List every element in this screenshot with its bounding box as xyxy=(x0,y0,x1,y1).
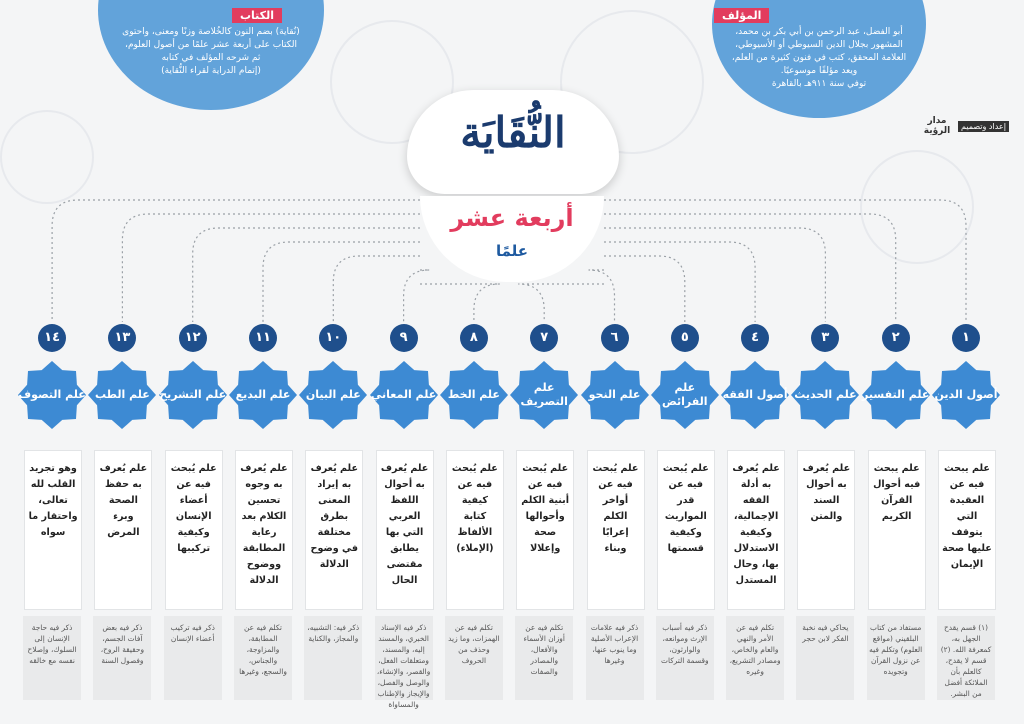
science-note xyxy=(867,616,925,700)
science-note-text: ذكر فيه بعض آفات الجسم، وحقيقة الروح، وفصول السنة xyxy=(100,623,145,665)
science-number: ٦ xyxy=(601,324,629,352)
hub-title: أربعة عشر xyxy=(450,204,574,232)
science-description: علم يُعرف به أحوال السند والمتن xyxy=(802,463,851,522)
science-description-card xyxy=(797,450,855,610)
science-description-card xyxy=(376,450,434,610)
science-description-card xyxy=(657,450,715,610)
connector-line xyxy=(404,270,430,322)
science-badge xyxy=(17,360,87,430)
science-badge xyxy=(790,360,860,430)
science-badge xyxy=(439,360,509,430)
science-description-card xyxy=(305,450,363,610)
connector-line xyxy=(52,200,420,322)
author-line: المشهور بجلال الدين السيوطي أو الأسيوطي، xyxy=(735,40,903,50)
science-note xyxy=(234,616,292,700)
book-line: ثم شرحه المؤلف في كتابه xyxy=(161,53,261,63)
science-name: علم البيان xyxy=(305,388,361,401)
science-note xyxy=(375,616,433,709)
connector-line xyxy=(589,270,615,322)
science-description-card xyxy=(938,450,996,610)
connector-line xyxy=(518,284,604,322)
science-note xyxy=(164,616,222,700)
science-number: ١٠ xyxy=(319,324,347,352)
science-description: علم يُعرف به أدلة الفقه الإجمالية، وكيفية الاستدلال بها، وحال المستدل xyxy=(732,463,780,586)
science-number: ٢ xyxy=(882,324,910,352)
science-name: علم التفسير xyxy=(862,388,930,401)
author-line: العلامة المحقق، كتب في فنون كثيرة من العلم، xyxy=(731,53,907,63)
science-number: ١٢ xyxy=(179,324,207,352)
science-note xyxy=(586,616,644,700)
science-description: علم يُعرف به إيراد المعنى بطرق مختلفة في وضوح الدلالة xyxy=(310,463,359,570)
science-number: ٩ xyxy=(390,324,418,352)
book-line: (إتمام الدراية لقراء النُّقاية) xyxy=(161,66,261,76)
science-name: علم الفرائض xyxy=(662,381,708,408)
logo-mark: مدار الرؤية xyxy=(923,116,951,136)
science-note xyxy=(23,616,81,700)
science-note xyxy=(656,616,714,700)
science-description: علم يُعرف به حفظ الصحة وبرء المرض xyxy=(99,463,148,538)
science-note xyxy=(93,616,151,700)
science-badge xyxy=(509,360,579,430)
science-note xyxy=(304,616,362,700)
science-note-text: تكلم فيه عن أوزان الأسماء والأفعال، والمصادر والصفات xyxy=(523,623,565,676)
author-line: ويعد مؤلفًا موسوعيًا. xyxy=(780,66,858,76)
science-badge xyxy=(228,360,298,430)
science-description: علم يُعرف به وجوه تحسين الكلام بعد رعاية المطابقة ووضوح الدلالة xyxy=(240,463,288,586)
connector-line xyxy=(122,214,420,322)
science-name: أصول الفقه xyxy=(722,388,788,401)
science-note-text: (١) قسم يقدح الجهل به، كمعرفة الله. (٢) قسم لا يقدح، كالعلم بأن الملائكة أفضل من البشر. xyxy=(940,623,992,698)
science-note-text: يحاكي فيه نخبة الفكر لابن حجر xyxy=(802,623,849,643)
science-description: علم يُبحث فيه عن قدر المواريث وكيفية قسمتها xyxy=(662,463,709,554)
science-name: علم الخط xyxy=(447,388,500,401)
science-name: علم الحديث xyxy=(794,388,857,401)
science-badge xyxy=(580,360,650,430)
science-description: علم يُعرف به أحوال اللفظ العربي التي بها يطابق مقتضى الحال xyxy=(380,463,429,586)
science-note-text: تكلم فيه عن المطابقة، والمزاوجة، والجناس، والسجع، وغيرها xyxy=(239,623,287,676)
science-name: علم التصوف xyxy=(18,388,86,401)
science-description-card xyxy=(94,450,152,610)
science-description-card xyxy=(868,450,926,610)
science-description: علم يُبحث فيه عن أبنية الكلم وأحوالها صحة وإعلالا xyxy=(521,463,570,554)
science-badge xyxy=(861,360,931,430)
science-note xyxy=(937,616,995,700)
science-number: ٤ xyxy=(741,324,769,352)
author-tag: المؤلف xyxy=(714,8,769,23)
science-name: علم التصريف xyxy=(520,381,568,408)
science-note-text: ذكر فيه الإسناد الخبري، والمسند إليه، والمسند، ومتعلقات الفعل، والقصر، والإنشاء، والوصل والفصل، والإيجاز والإطناب والمساواة xyxy=(376,623,431,709)
science-badge xyxy=(720,360,790,430)
science-note xyxy=(445,616,503,700)
book-line: (نُقاية) بضم النون كالخُلاصة وزنًا ومعنى، واحتوى xyxy=(122,27,300,37)
science-description: علم يبحث فيه أحوال القرآن الكريم xyxy=(873,463,921,522)
science-description-card xyxy=(235,450,293,610)
science-number: ٨ xyxy=(460,324,488,352)
author-line: أبو الفضل، عبد الرحمن بن أبي بكر بن محمد، xyxy=(735,27,903,37)
science-description-card xyxy=(516,450,574,610)
book-line: الكتاب على أربعة عشر علمًا من أصول العلوم، xyxy=(125,40,297,50)
science-note-text: ذكر فيه تركيب أعضاء الإنسان xyxy=(170,623,215,643)
science-description: علم يُبحث فيه عن أعضاء الإنسان وكيفية تركيبها xyxy=(170,463,217,554)
science-badge xyxy=(158,360,228,430)
science-note-text: ذكر فيه علامات الإعراب الأصلية وما ينوب عنها، وغيرها xyxy=(590,623,639,665)
science-badge xyxy=(369,360,439,430)
science-badge xyxy=(931,360,1001,430)
science-description: وهو تجريد القلب لله تعالى، واحتقار ما سواه xyxy=(28,463,78,538)
science-description: علم يُبحث فيه عن أواخر الكلم إعرابًا وبناء xyxy=(592,463,639,554)
connector-line xyxy=(604,242,755,322)
science-description-card xyxy=(24,450,82,610)
science-note-text: تكلم فيه عن الهمزات، وما زيد وحذف من الحروف xyxy=(448,623,500,665)
science-description-card xyxy=(446,450,504,610)
science-description-card xyxy=(165,450,223,610)
science-description: علم يبحث فيه عن العقيدة التي يتوقف عليها صحة الإيمان xyxy=(942,463,992,570)
science-note-text: ذكر فيه أسباب الإرث وموانعه، والوارثون، وقسمة التركات xyxy=(660,623,709,665)
science-name: علم الطب xyxy=(95,388,150,401)
connector-line xyxy=(263,242,420,322)
connector-line xyxy=(604,256,685,322)
science-name: علم النحو xyxy=(588,388,641,401)
connector-line xyxy=(604,214,896,322)
science-badge xyxy=(650,360,720,430)
connector-line xyxy=(193,228,420,322)
science-number: ١٤ xyxy=(38,324,66,352)
science-description-card xyxy=(587,450,645,610)
science-number: ١ xyxy=(952,324,980,352)
page-title: النُّقَايَة xyxy=(460,108,566,157)
science-name: علم التشريح xyxy=(159,388,227,401)
science-description: علم يُبحث فيه عن كيفية كتابة الألفاظ (الإملاء) xyxy=(451,463,498,554)
science-note-text: مستفاد من كتاب البلقيني (مواقع العلوم) وتكلم فيه عن نزول القرآن وتجويده xyxy=(869,623,923,676)
logo-label: إعداد وتصميم xyxy=(958,121,1009,132)
connector-line xyxy=(333,256,420,322)
science-description-card xyxy=(727,450,785,610)
author-line: توفي سنة ٩١١هـ بالقاهرة xyxy=(771,79,867,89)
science-note xyxy=(726,616,784,700)
science-note xyxy=(515,616,573,700)
science-note-text: ذكر فيه: التشبيه، والمجاز، والكناية xyxy=(307,623,360,643)
science-note-text: تكلم فيه عن الأمر والنهي والعام والخاص، ومصادر التشريع، وغيره xyxy=(729,623,781,676)
science-number: ١٣ xyxy=(108,324,136,352)
connector-line xyxy=(604,200,966,322)
science-name: علم المعاني xyxy=(370,388,437,401)
science-name: أصول الدين xyxy=(934,388,998,401)
science-note-text: ذكر فيه حاجة الإنسان إلى السلوك، وإصلاح نفسه مع خالقه xyxy=(27,623,77,665)
science-number: ٥ xyxy=(671,324,699,352)
science-badge xyxy=(298,360,368,430)
science-number: ٧ xyxy=(530,324,558,352)
science-number: ٣ xyxy=(811,324,839,352)
book-tag: الكتاب xyxy=(232,8,282,23)
science-note xyxy=(796,616,854,700)
science-number: ١١ xyxy=(249,324,277,352)
science-name: علم البديع xyxy=(235,388,291,401)
science-badge xyxy=(87,360,157,430)
hub-subtitle: علمًا xyxy=(495,242,529,260)
connector-line xyxy=(420,284,500,322)
